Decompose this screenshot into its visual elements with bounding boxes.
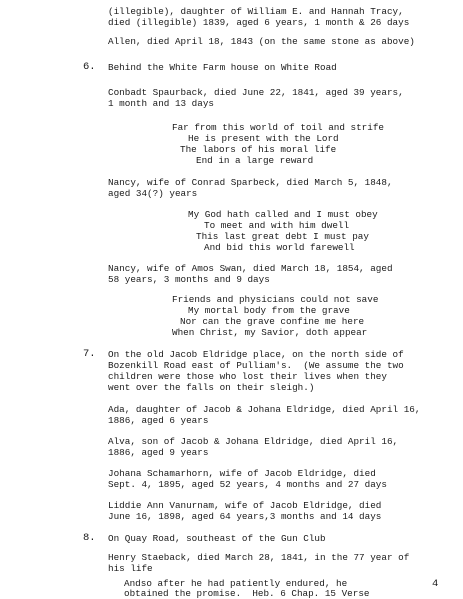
section-number: 6. [83, 61, 96, 73]
epitaph-line: Far from this world of toil and strife [172, 122, 385, 133]
entry-text-line: aged 34(?) years [108, 188, 198, 199]
epitaph-line: Nor can the grave confine me here [180, 316, 365, 327]
epitaph-line: End in a large reward [196, 155, 314, 166]
epitaph-line: This last great debt I must pay [196, 231, 369, 242]
epitaph-line: obtained the promise. Heb. 6 Chap. 15 Verse [124, 588, 370, 599]
section-heading: On the old Jacob Eldridge place, on the north side of [108, 349, 404, 360]
entry-text-line: his life [108, 563, 153, 574]
section-number: 7. [83, 348, 96, 360]
entry-text-line: Sept. 4, 1895, aged 52 years, 4 months and 27 days [108, 479, 387, 490]
entry-text-line: Johana Schamarhorn, wife of Jacob Eldridge, died [108, 468, 376, 479]
epitaph-line: To meet and with him dwell [204, 220, 350, 231]
epitaph-line: My God hath called and I must obey [188, 209, 378, 220]
epitaph-line: My mortal body from the grave [188, 305, 350, 316]
epitaph-line: The labors of his moral life [180, 144, 337, 155]
entry-text-line: Alva, son of Jacob & Johana Eldridge, died April 16, [108, 436, 399, 447]
section-heading: Behind the White Farm house on White Road [108, 62, 337, 73]
entry-text-line: Ada, daughter of Jacob & Johana Eldridge, died April 16, [108, 404, 421, 415]
entry-text-line: Henry Staeback, died March 28, 1841, in the 77 year of [108, 552, 410, 563]
section-number: 8. [83, 532, 96, 544]
entry-text-line: Conbadt Spaurback, died June 22, 1841, aged 39 years, [108, 87, 404, 98]
entry-text-line: (illegible), daughter of William E. and Hannah Tracy, [108, 6, 404, 17]
epitaph-line: Andso after he had patiently endured, he [124, 578, 348, 589]
epitaph-line: And bid this world farewell [204, 242, 355, 253]
entry-text-line: 58 years, 3 months and 9 days [108, 274, 270, 285]
entry-text-line: Allen, died April 18, 1843 (on the same stone as above) [108, 36, 415, 47]
entry-text-line: Liddie Ann Vanurnam, wife of Jacob Eldridge, died [108, 500, 382, 511]
entry-text-line: Nancy, wife of Conrad Sparbeck, died March 5, 1848, [108, 177, 393, 188]
section-heading: On Quay Road, southeast of the Gun Club [108, 533, 326, 544]
page-number: 4 [432, 578, 439, 590]
entry-text-line: 1 month and 13 days [108, 98, 215, 109]
entry-text-line: 1886, aged 9 years [108, 447, 209, 458]
section-heading: went over the falls on their sleigh.) [108, 382, 315, 393]
section-heading: children were those who lost their lives when they [108, 371, 387, 382]
entry-text-line: 1886, aged 6 years [108, 415, 209, 426]
entry-text-line: Nancy, wife of Amos Swan, died March 18, 1854, aged [108, 263, 393, 274]
entry-text-line: June 16, 1898, aged 64 years,3 months and 14 days [108, 511, 382, 522]
epitaph-line: Friends and physicians could not save [172, 294, 379, 305]
section-heading: Bozenkill Road east of Pulliam's. (We assume the two [108, 360, 404, 371]
epitaph-line: When Christ, my Savior, doth appear [172, 327, 368, 338]
entry-text-line: died (illegible) 1839, aged 6 years, 1 month & 26 days [108, 17, 410, 28]
epitaph-line: He is present with the Lord [188, 133, 339, 144]
